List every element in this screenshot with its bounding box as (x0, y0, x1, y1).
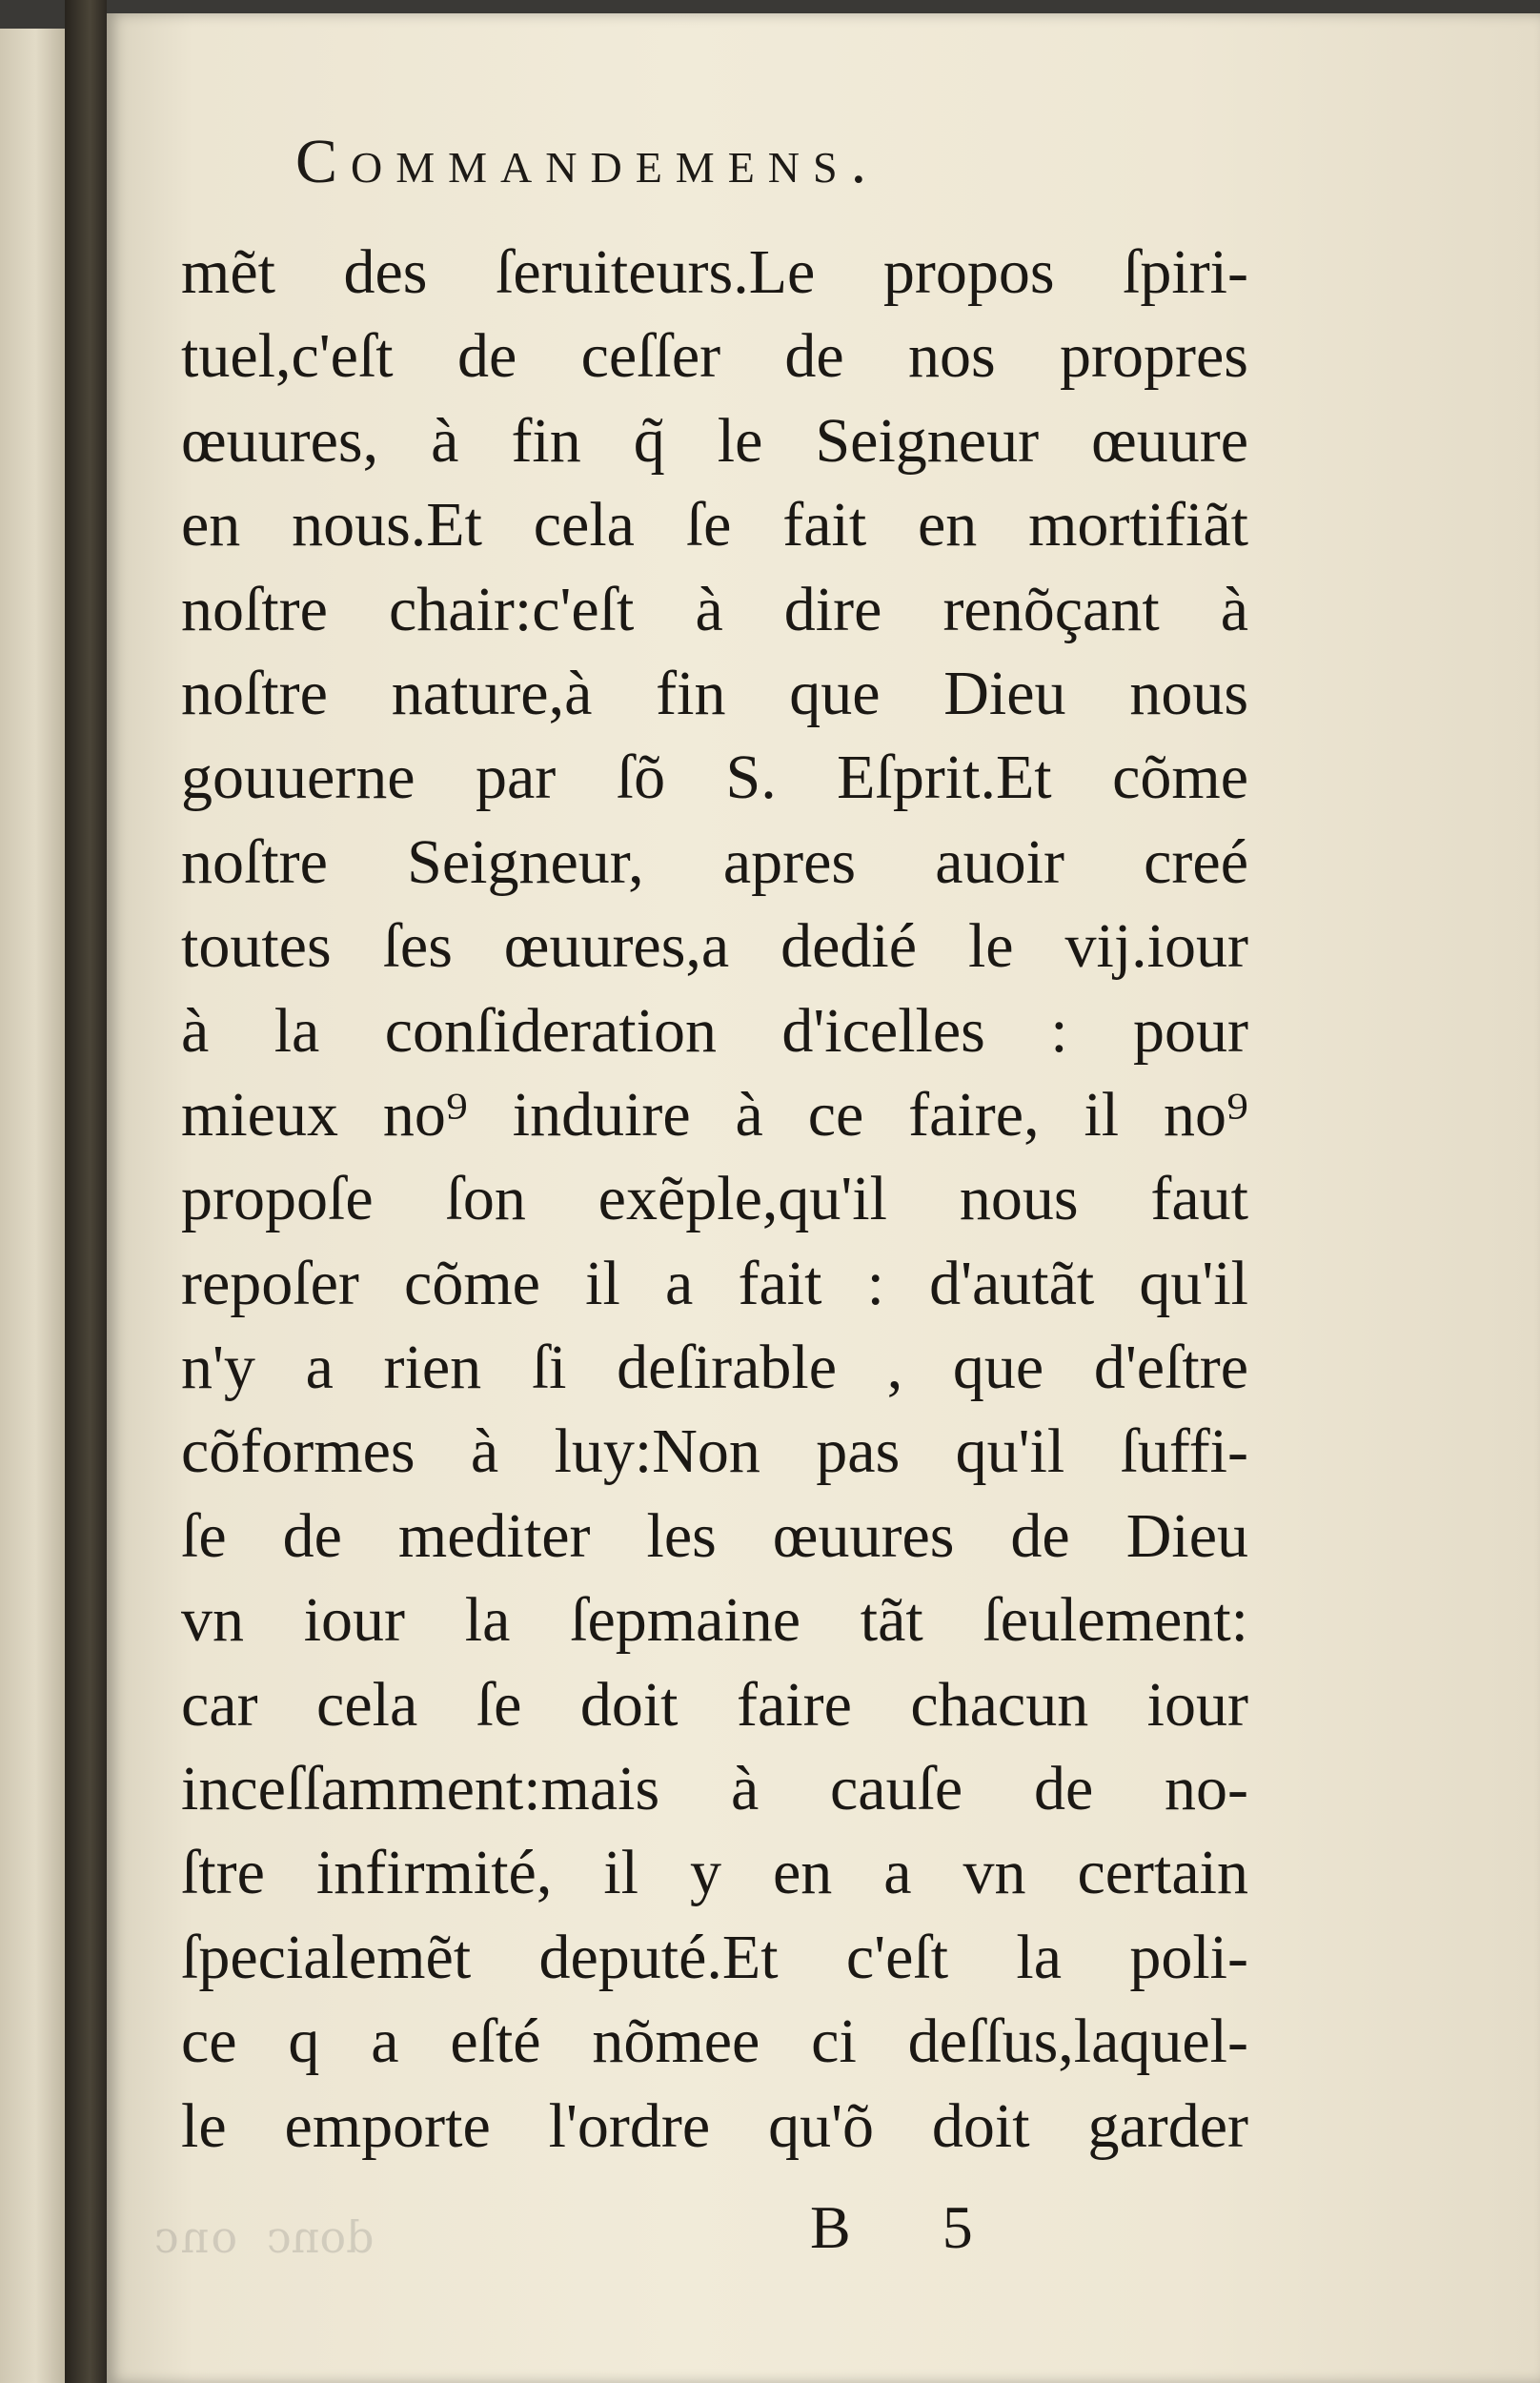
text-line: le emporte l'ordre qu'õ doit garder (181, 2090, 1248, 2161)
text-line: noſtre chair:c'eſt à dire renõçant à (181, 574, 1248, 644)
running-head: Commandemens. (295, 127, 881, 196)
body-text (181, 231, 1248, 2169)
text-line: ce q a eſté nõmee ci deſſus,laquel- (181, 2006, 1248, 2077)
signature-mark: B 5 (810, 2193, 1011, 2261)
show-through-text-2: donc (267, 2211, 375, 2263)
text-line: noſtre nature,à fin que Dieu nous (181, 658, 1248, 728)
text-line: gouuerne par ſõ S. Eſprit.Et cõme (181, 743, 1248, 813)
text-line: car cela ſe doit faire chacun iour (181, 1669, 1248, 1740)
text-line: repoſer cõme il a fait : d'autãt qu'il (181, 1248, 1248, 1318)
previous-page-edge (0, 29, 65, 2383)
text-line: noſtre Seigneur, apres auoir creé (181, 826, 1248, 897)
text-line: ſtre infirmité, il y en a vn certain (181, 1838, 1248, 1908)
text-line: n'y a rien ſi deſirable , que d'eſtre (181, 1333, 1248, 1403)
text-line: toutes ſes œuures,a dedié le vij.iour (181, 911, 1248, 982)
text-line: ſpecialemẽt deputé.Et c'eſt la poli- (181, 1922, 1248, 1992)
text-line: à la conſideration d'icelles : pour (181, 995, 1248, 1066)
book-gutter (65, 0, 107, 2383)
text-line: œuures, à fin q̃ le Seigneur œuure (181, 405, 1248, 476)
text-line: tuel,c'eſt de ceſſer de nos propres (181, 321, 1248, 392)
text-line: vn iour la ſepmaine tãt ſeulement: (181, 1585, 1248, 1656)
text-line: inceſſamment:mais à cauſe de no- (181, 1754, 1248, 1824)
text-line: cõformes à luy:Non pas qu'il ſuffi- (181, 1416, 1248, 1487)
text-line: mẽt des ſeruiteurs.Le propos ſpiri- (181, 237, 1248, 307)
show-through-text: onc (152, 2211, 238, 2263)
text-line: mieux no⁹ induire à ce faire, il no⁹ (181, 1079, 1248, 1150)
text-line: en nous.Et cela ſe fait en mortifiãt (181, 490, 1248, 560)
text-line: ſe de mediter les œuures de Dieu (181, 1500, 1248, 1571)
text-line: propoſe ſon exẽple,qu'il nous faut (181, 1164, 1248, 1234)
